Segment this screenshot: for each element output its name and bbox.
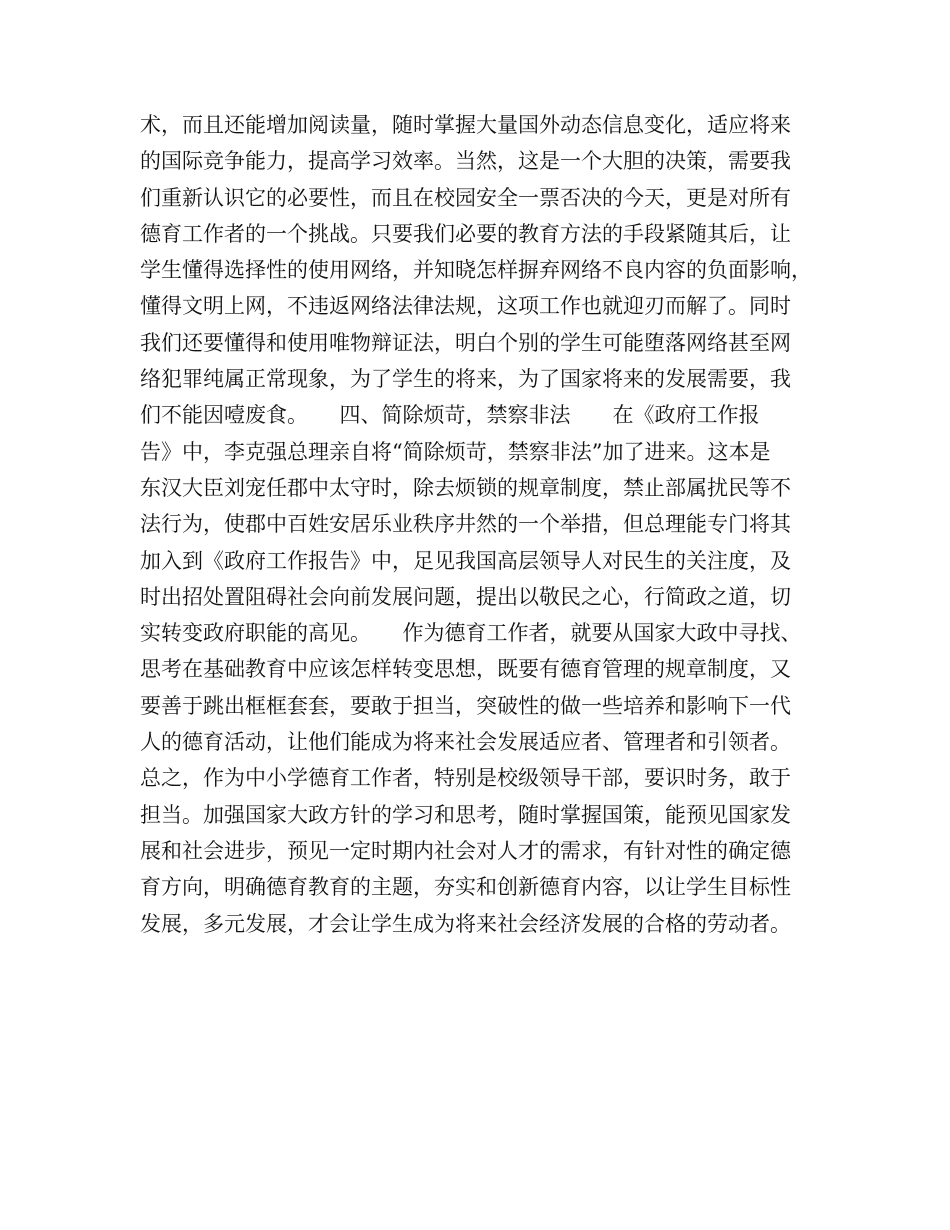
- text-line: 懂得文明上网，不违返网络法律法规，这项工作也就迎刃而解了。同时: [140, 294, 791, 319]
- text-line: 人的德育活动，让他们能成为将来社会发展适应者、管理者和引领者。: [140, 730, 791, 755]
- text-line: 告》中，李克强总理亲自将“简除烦苛，禁察非法”加了进来。这本是: [140, 439, 771, 464]
- text-line: 展和社会进步，预见一定时期内社会对人才的需求，有针对性的确定德: [140, 838, 791, 863]
- text-line: 加入到《政府工作报告》中，足见我国高层领导人对民生的关注度，及: [140, 548, 791, 573]
- text-line: 育方向，明确德育教育的主题，夯实和创新德育内容，以让学生目标性: [140, 875, 791, 900]
- text-line: 实转变政府职能的高见。 作为德育工作者，就要从国家大政中寻找、: [140, 621, 802, 646]
- text-line: 要善于跳出框框套套，要敢于担当，突破性的做一些培养和影响下一代: [140, 693, 791, 718]
- text-line: 思考在基础教育中应该怎样转变思想，既要有德育管理的规章制度，又: [140, 657, 791, 682]
- text-line: 总之，作为中小学德育工作者，特别是校级领导干部，要识时务，敢于: [140, 766, 791, 791]
- text-line: 们重新认识它的必要性，而且在校园安全一票否决的今天，更是对所有: [140, 185, 791, 210]
- body-text: [140, 107, 840, 942]
- text-line: 东汉大臣刘宠任郡中太守时，除去烦锁的规章制度，禁止部属扰民等不: [140, 475, 791, 500]
- text-line: 络犯罪纯属正常现象，为了学生的将来，为了国家将来的发展需要，我: [140, 367, 791, 392]
- text-line: 担当。加强国家大政方针的学习和思考，随时掌握国策，能预见国家发: [140, 802, 791, 827]
- text-line: 们不能因噎废食。 四、简除烦苛，禁察非法 在《政府工作报: [140, 403, 760, 428]
- text-line: 发展，多元发展，才会让学生成为将来社会经济发展的合格的劳动者。: [140, 911, 791, 936]
- text-line: 的国际竞争能力，提高学习效率。当然，这是一个大胆的决策，需要我: [140, 149, 791, 174]
- text-line: 我们还要懂得和使用唯物辩证法，明白个别的学生可能堕落网络甚至网: [140, 330, 791, 355]
- text-line: 学生懂得选择性的使用网络，并知晓怎样摒弃网络不良内容的负面影响，: [140, 258, 812, 283]
- text-line: 法行为，使郡中百姓安居乐业秩序井然的一个举措，但总理能专门将其: [140, 512, 791, 537]
- text-line: 术，而且还能增加阅读量，随时掌握大量国外动态信息变化，适应将来: [140, 113, 791, 137]
- text-line: 德育工作者的一个挑战。只要我们必要的教育方法的手段紧随其后，让: [140, 221, 791, 246]
- text-line: 时出招处置阻碍社会向前发展问题，提出以敬民之心，行简政之道，切: [140, 584, 791, 609]
